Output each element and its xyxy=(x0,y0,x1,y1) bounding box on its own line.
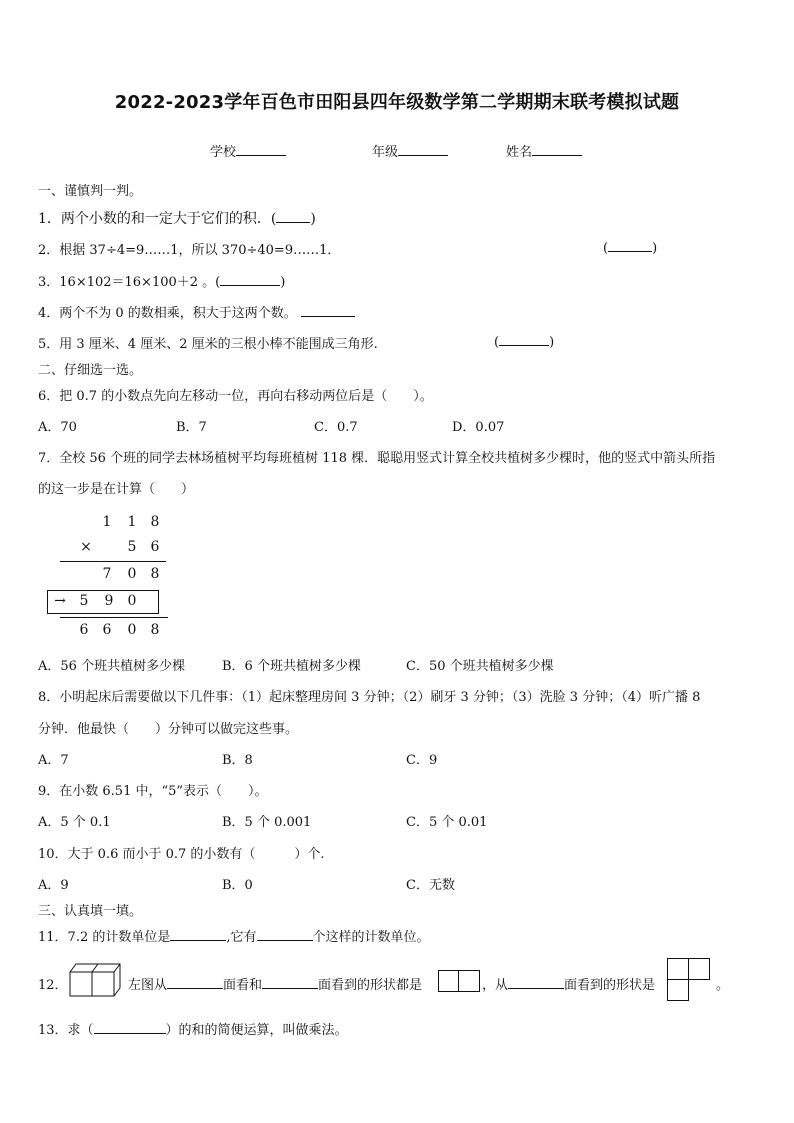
option-8-b[interactable]: B．8 xyxy=(222,753,253,768)
calc-digit: 6 xyxy=(150,539,160,555)
question-12-number: 12． xyxy=(38,978,68,993)
calc-rule xyxy=(60,617,168,618)
page-title: 2022-2023学年百色市田阳县四年级数学第二学期期末联考模拟试题 xyxy=(114,92,680,113)
question-12-part-b: 面看和 xyxy=(223,978,263,993)
question-13-part-b: ）的和的简便运算，叫做乘法。 xyxy=(165,1023,348,1038)
question-11-part-a: 11．7.2 的计数单位是 xyxy=(38,930,171,945)
answer-blank-3[interactable] xyxy=(220,273,280,286)
question-1 xyxy=(38,208,316,228)
question-10-text: 10．大于 0.6 而小于 0.7 的小数有（ ）个. xyxy=(38,847,325,862)
question-11-part-c: 个这样的计数单位。 xyxy=(312,930,430,945)
question-12-part-d: ，从 xyxy=(482,978,509,993)
section-heading-3: 三、认真填一填。 xyxy=(38,904,143,919)
shape-square-bottom-left xyxy=(667,979,689,1001)
question-12-part-a: 左图从 xyxy=(128,978,168,993)
section-heading-2: 二、仔细选一选。 xyxy=(38,363,143,378)
question-6-text: 6．把 0.7 的小数点先向左移动一位，再向右移动两位后是（ ）。 xyxy=(38,389,433,404)
question-11-part-b: ,它有 xyxy=(226,930,257,945)
option-9-c[interactable]: C．5 个 0.01 xyxy=(406,815,488,830)
option-10-c[interactable]: C．无数 xyxy=(406,878,455,893)
shape-square-right xyxy=(458,970,480,992)
question-13-part-a: 13．求（ xyxy=(38,1023,94,1038)
calc-digit: 1 xyxy=(102,514,112,530)
grade-label: 年级 xyxy=(372,145,399,160)
option-10-a[interactable]: A．9 xyxy=(38,878,69,893)
answer-blank-2[interactable] xyxy=(608,239,652,252)
calc-digit: 8 xyxy=(150,514,160,530)
shape-square-top-left xyxy=(667,958,689,980)
calc-digit: 7 xyxy=(102,566,112,582)
name-label: 姓名 xyxy=(506,145,533,160)
question-12-part-e: 面看到的形状是 xyxy=(564,978,656,993)
calc-digit: 0 xyxy=(127,566,137,582)
school-label: 学校 xyxy=(210,145,237,160)
question-13 xyxy=(38,1019,348,1038)
name-blank[interactable] xyxy=(532,143,582,156)
option-6-b[interactable]: B．7 xyxy=(176,420,207,435)
answer-blank-13[interactable] xyxy=(94,1021,166,1034)
paren-open: ( xyxy=(603,241,609,256)
option-7-b[interactable]: B．6 个班共植树多少棵 xyxy=(222,659,361,674)
question-8-line2: 分钟．他最快（ ）分钟可以做完这些事。 xyxy=(38,722,299,737)
option-9-b[interactable]: B．5 个 0.001 xyxy=(222,815,312,830)
answer-blank-11-a[interactable] xyxy=(170,928,226,941)
question-4 xyxy=(38,302,355,321)
question-11 xyxy=(38,926,430,945)
option-6-a[interactable]: A．70 xyxy=(38,420,77,435)
calc-rule xyxy=(60,561,166,562)
question-2-text: 2．根据 37÷4=9……1，所以 370÷40=9……1． xyxy=(38,243,341,258)
grade-field xyxy=(372,141,448,160)
option-9-a[interactable]: A．5 个 0.1 xyxy=(38,815,111,830)
calc-digit: 1 xyxy=(127,514,137,530)
option-6-c[interactable]: C．0.7 xyxy=(314,420,358,435)
times-sign: × xyxy=(80,539,92,555)
calc-digit: 9 xyxy=(104,593,114,609)
option-10-b[interactable]: B．0 xyxy=(222,878,253,893)
answer-blank-12-a[interactable] xyxy=(167,976,223,989)
option-6-d[interactable]: D．0.07 xyxy=(452,420,505,435)
answer-blank-4[interactable] xyxy=(301,304,355,317)
answer-blank-5[interactable] xyxy=(499,333,549,346)
question-1-close: ) xyxy=(310,211,316,227)
question-5-text: 5．用 3 厘米、4 厘米、2 厘米的三根小棒不能围成三角形. xyxy=(38,337,378,352)
answer-blank-12-c[interactable] xyxy=(508,976,564,989)
paren-close: ) xyxy=(549,335,555,350)
arrow-icon: → xyxy=(54,593,66,609)
shape-square-top-right xyxy=(688,958,710,980)
calc-digit: 8 xyxy=(150,622,160,638)
question-4-text: 4．两个不为 0 的数相乘，积大于这两个数。 xyxy=(38,306,297,321)
option-7-a[interactable]: A．56 个班共植树多少棵 xyxy=(38,659,186,674)
question-1-text: 1．两个小数的和一定大于它们的积．( xyxy=(38,211,277,227)
calc-digit: 8 xyxy=(150,566,160,582)
option-7-c[interactable]: C．50 个班共植树多少棵 xyxy=(406,659,554,674)
grade-blank[interactable] xyxy=(398,143,448,156)
question-12-tail xyxy=(482,974,655,993)
calc-digit: 6 xyxy=(102,622,112,638)
calc-digit: 6 xyxy=(79,622,89,638)
name-field xyxy=(506,141,582,160)
question-3-text: 3．16×102＝16×100＋2 。( xyxy=(38,275,221,290)
shape-square-left xyxy=(438,970,460,992)
answer-blank-11-b[interactable] xyxy=(257,928,313,941)
question-3-close: ) xyxy=(280,275,286,290)
question-8-line1: 8．小明起床后需要做以下几件事：（1）起床整理房间 3 分钟；（2）刷牙 3 分钟；（3）洗脸 3 分钟；（4）听广播 8 xyxy=(38,690,701,705)
question-7-line1: 7．全校 56 个班的同学去林场植树平均每班植树 118 棵．聪聪用竖式计算全校共植树多少棵时，他的竖式中箭头所指 xyxy=(38,451,716,466)
question-12-body xyxy=(128,974,422,993)
answer-blank-12-b[interactable] xyxy=(262,976,318,989)
calc-digit: 5 xyxy=(127,539,137,555)
paren-close: ) xyxy=(652,241,658,256)
question-3 xyxy=(38,271,285,290)
answer-paren-5 xyxy=(494,333,554,350)
paren-open: ( xyxy=(494,335,500,350)
calc-digit: 0 xyxy=(127,622,137,638)
school-field xyxy=(210,141,286,160)
calc-digit: 5 xyxy=(79,593,89,609)
answer-blank-1[interactable] xyxy=(276,210,310,223)
school-blank[interactable] xyxy=(236,143,286,156)
question-9-text: 9．在小数 6.51 中，“5”表示（ ）。 xyxy=(38,784,268,799)
section-heading-1: 一、谨慎判一判。 xyxy=(38,184,143,199)
question-12-part-c: 面看到的形状都是 xyxy=(318,978,423,993)
question-7-line2: 的这一步是在计算（ ） xyxy=(38,482,195,497)
calc-digit: 0 xyxy=(127,593,137,609)
answer-paren-2 xyxy=(603,239,657,256)
cube-stack-figure-icon xyxy=(68,962,126,1002)
question-12-end: 。 xyxy=(716,978,730,993)
option-8-c[interactable]: C．9 xyxy=(406,753,438,768)
option-8-a[interactable]: A．7 xyxy=(38,753,69,768)
